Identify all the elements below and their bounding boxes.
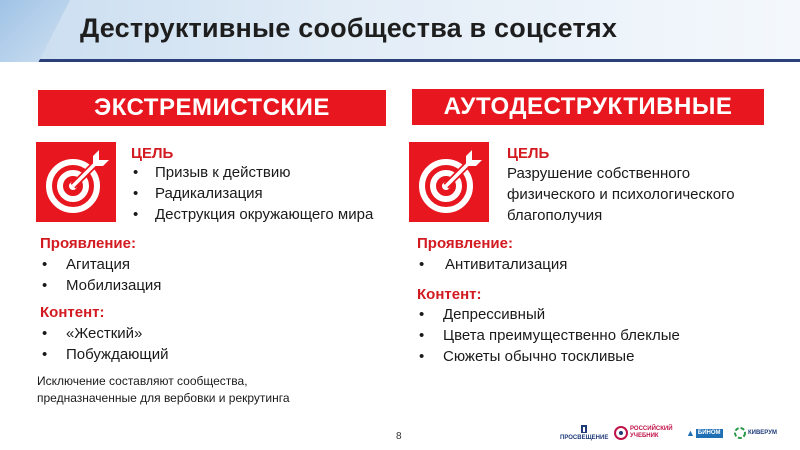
binom-logo: ▲ БИНОМ — [686, 427, 721, 438]
list-item: • Сюжеты обычно тоскливые — [417, 346, 680, 367]
list-item: • Депрессивный — [417, 304, 680, 325]
prosveshchenie-logo: ПРОСВЕЩЕНИЕ — [560, 422, 608, 444]
list-item: • Радикализация — [131, 183, 373, 204]
manifestation-list — [417, 254, 567, 275]
target-icon — [36, 142, 116, 222]
extremist-banner: ЭКСТРЕМИСТСКИЕ — [38, 90, 386, 126]
list-item: • Мобилизация — [40, 275, 161, 296]
list-item: • Деструкция окружающего мира — [131, 204, 373, 225]
list-item: • Цвета преимущественно блеклые — [417, 325, 680, 346]
manifestation-list — [40, 254, 161, 296]
rossiyskiy-uchebnik-logo: РОССИЙСКИЙ УЧЕБНИК — [614, 422, 678, 444]
goal-description: Разрушение собственного физического и психологического благополучия — [507, 165, 735, 224]
goal-heading: ЦЕЛЬ — [507, 145, 550, 162]
content-heading: Контент: — [40, 304, 105, 321]
goal-list — [131, 162, 373, 225]
list-item: • «Жесткий» — [40, 323, 169, 344]
list-item: • Антивитализация — [417, 254, 567, 275]
list-item: • Призыв к действию — [131, 162, 373, 183]
list-item: • Агитация — [40, 254, 161, 275]
autodestructive-banner: АУТОДЕСТРУКТИВНЫЕ — [412, 89, 764, 125]
page-number: 8 — [396, 431, 402, 442]
content-list — [417, 304, 680, 367]
target-icon — [409, 142, 489, 222]
content-heading: Контент: — [417, 286, 482, 303]
content-list — [40, 323, 169, 365]
manifestation-heading: Проявление: — [40, 235, 136, 252]
manifestation-heading: Проявление: — [417, 235, 513, 252]
goal-heading: ЦЕЛЬ — [131, 145, 174, 162]
list-item: • Побуждающий — [40, 344, 169, 365]
kiverum-logo: КИВЕРУМ — [734, 422, 777, 444]
title-bar — [0, 0, 800, 62]
header-decoration — [0, 0, 70, 62]
page-title: Деструктивные сообщества в соцсетях — [80, 13, 618, 43]
footnote: Исключение составляют сообщества, предназначенные для вербовки и рекрутинга — [37, 374, 290, 405]
